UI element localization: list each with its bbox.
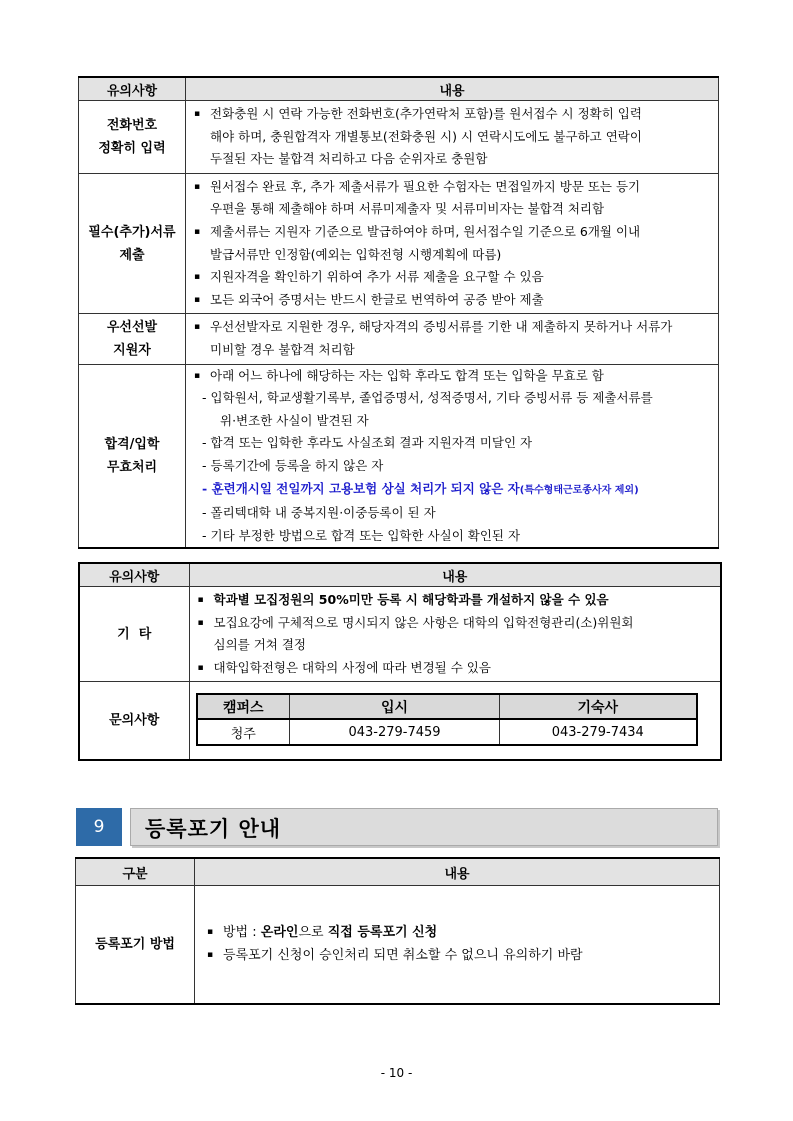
header-col1: 유의사항 [79, 563, 189, 587]
header-col1: 구분 [76, 858, 195, 886]
list-item: ▪ 모집요강에 구체적으로 명시되지 않은 사항은 대학의 입학전형관리(소)위원회 [197, 614, 634, 630]
inquiry-header-campus: 캠퍼스 [197, 694, 290, 719]
list-item: ▪ 등록포기 신청이 승인처리 되면 취소할 수 없으니 유의하기 바람 [207, 948, 583, 964]
inquiry-table [196, 693, 698, 746]
row-content [195, 886, 720, 1004]
dash-item: - 입학원서, 학교생활기록부, 졸업증명서, 성적증명서, 기타 증빙서류 등 제출서류를 [202, 390, 653, 406]
table-header-row [79, 563, 721, 587]
header-col2: 내용 [186, 77, 719, 101]
list-item: ▪ 아래 어느 하나에 해당하는 자는 입학 후라도 합격 또는 입학을 무효로 함 [194, 367, 604, 383]
row-category: 우선선발 지원자 [79, 314, 186, 364]
inquiry-admission-phone: 043-279-7459 [290, 719, 500, 745]
table-row [79, 101, 719, 174]
header-col2: 내용 [195, 858, 720, 886]
table-row [76, 886, 720, 1004]
list-item: ▪ 제출서류는 지원자 기준으로 발급하여야 하며, 원서접수일 기준으로 6개월 이내 [194, 223, 641, 239]
row-category: 필수(추가)서류 제출 [79, 173, 186, 314]
table-row [79, 587, 721, 682]
inquiry-cell [189, 682, 721, 760]
dash-item: - 등록기간에 등록을 하지 않은 자 [202, 457, 384, 473]
row-category: 문의사항 [79, 682, 189, 760]
row-content: ▪ 우선선발자로 지원한 경우, 해당자격의 증빙서류를 기한 내 제출하지 못하거나 서류가 미비할 경우 불합격 처리함 [186, 314, 719, 364]
list-item: ▪ 우선선발자로 지원한 경우, 해당자격의 증빙서류를 기한 내 제출하지 못하거나 서류가 [194, 319, 673, 335]
row-category: 합격/입학 무효처리 [79, 364, 186, 548]
notice-table-2 [78, 562, 722, 761]
inquiry-dorm-phone: 043-279-7434 [500, 719, 697, 745]
page-number: - 10 - [380, 1066, 413, 1080]
row-category: 기 타 [79, 587, 189, 682]
row-content: ▪ 원서접수 완료 후, 추가 제출서류가 필요한 수험자는 면접일까지 방문 또는 등기 우편을 통해 제출해야 하며 서류미제출자 및 서류미비자는 불합격 처리함 ▪ 제출서류는 지원자 기준으로 발급하여야 하며, 원서접수일 기준으로 6개월 이내 발급서류만 인정함(예외는 입학전형 시행계획에 따름) ▪ 지원자격을 확인하기 위하여 추가 서류 제출을 요구할 수 있음 ▪ 모든 외국어 증명서는 반드시 한글로 번역하여 공증 받아 제출 [186, 173, 719, 314]
notice-table [78, 76, 719, 549]
table-header-row [76, 858, 720, 886]
table-row [79, 173, 719, 314]
withdraw-table [75, 857, 720, 1005]
dash-item: - 합격 또는 입학한 후라도 사실조회 결과 지원자격 미달인 자 [202, 435, 533, 451]
section-number: 9 [76, 808, 122, 846]
inquiry-header-dorm: 기숙사 [500, 694, 697, 719]
dash-item: - 폴리텍대학 내 중복지원·이중등록이 된 자 [202, 505, 436, 521]
section-title-bar [130, 808, 718, 846]
header-col1: 유의사항 [79, 77, 186, 101]
header-col2: 내용 [189, 563, 721, 587]
row-content: ▪ 아래 어느 하나에 해당하는 자는 입학 후라도 합격 또는 입학을 무효로 함 - 입학원서, 학교생활기록부, 졸업증명서, 성적증명서, 기타 증빙서류 등 제출서류를 위·변조한 사실이 발견된 자 - 합격 또는 입학한 후라도 사실조회 결과 지원자격 미달인 자 - 등록기간에 등록을 하지 않은 자 - 훈련개시일 전일까지 고용보험 상실 처리가 되지 않은 자(특수형태근로종사자 제외) - 폴리텍대학 내 중복지원·이중등록이 된 자 - 기타 부정한 방법으로 합격 또는 입학한 사실이 확인된 자 [186, 364, 719, 548]
section-title: 등록포기 안내 [145, 817, 282, 841]
table-row [79, 682, 721, 760]
highlight-dash-item: - 훈련개시일 전일까지 고용보험 상실 처리가 되지 않은 자(특수형태근로종사자 제외) [202, 480, 639, 496]
list-item: ▪ 방법 : 온라인으로 직접 등록포기 신청 [207, 924, 438, 940]
list-item: ▪ 학과별 모집정원의 50%미만 등록 시 해당학과를 개설하지 않을 수 있음 [197, 592, 609, 607]
inquiry-campus: 청주 [197, 719, 290, 745]
list-item: ▪ 모든 외국어 증명서는 반드시 한글로 번역하여 공증 받아 제출 [194, 291, 544, 307]
table-header-row [79, 77, 719, 101]
row-category: 전화번호 정확히 입력 [79, 101, 186, 174]
table-row [79, 314, 719, 364]
row-content: ▪ 전화충원 시 연락 가능한 전화번호(추가연락처 포함)를 원서접수 시 정확히 입력 해야 하며, 충원합격자 개별통보(전화충원 시) 시 연락시도에도 불구하고 연락이 두절된 자는 불합격 처리하고 다음 순위자로 충원함 [186, 101, 719, 174]
inquiry-header-admission: 입시 [290, 694, 500, 719]
dash-item: - 기타 부정한 방법으로 합격 또는 입학한 사실이 확인된 자 [202, 527, 521, 543]
list-item: ▪ 원서접수 완료 후, 추가 제출서류가 필요한 수험자는 면접일까지 방문 또는 등기 [194, 178, 641, 194]
list-item: ▪ 대학입학전형은 대학의 사정에 따라 변경될 수 있음 [197, 659, 491, 675]
list-item: ▪ 지원자격을 확인하기 위하여 추가 서류 제출을 요구할 수 있음 [194, 269, 544, 285]
list-item: ▪ 전화충원 시 연락 가능한 전화번호(추가연락처 포함)를 원서접수 시 정확히 입력 [194, 106, 642, 121]
row-content: ▪ 학과별 모집정원의 50%미만 등록 시 해당학과를 개설하지 않을 수 있음 ▪ 모집요강에 구체적으로 명시되지 않은 사항은 대학의 입학전형관리(소)위원회 심의를 거쳐 결정 ▪ 대학입학전형은 대학의 사정에 따라 변경될 수 있음 [189, 587, 721, 682]
table-row [79, 364, 719, 548]
row-category: 등록포기 방법 [76, 886, 195, 1004]
